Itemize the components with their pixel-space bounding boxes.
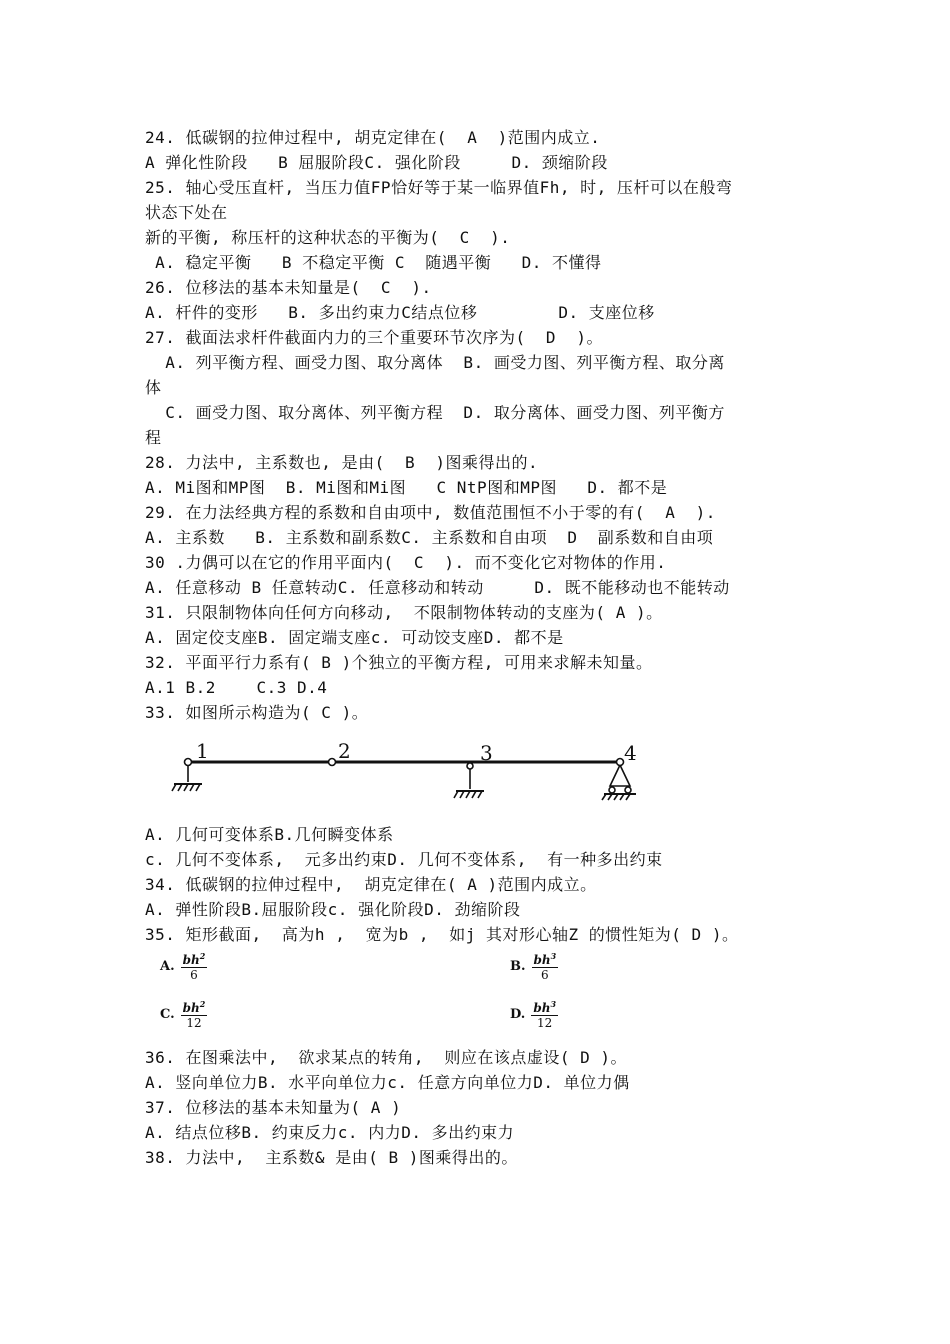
q25-options: A. 稳定平衡 B 不稳定平衡 C 随遇平衡 D. 不懂得 — [145, 253, 602, 272]
node-label-4: 4 — [624, 741, 637, 765]
q30-options: A. 任意移动 B 任意转动C. 任意移动和转动 D. 既不能移动也不能转动 — [145, 578, 730, 597]
q34-options: A. 弹性阶段B.屈服阶段c. 强化阶段D. 劲缩阶段 — [145, 900, 521, 919]
q26-text: 26. 位移法的基本未知量是( C ). — [145, 278, 432, 297]
beam-structure-figure — [160, 736, 660, 806]
q27-options-line3: C. 画受力图、取分离体、列平衡方程 D. 取分离体、画受力图、列平衡方 — [145, 403, 725, 422]
q28-options: A. Mi图和MP图 B. Mi图和Mi图 C NtP图和MP图 D. 都不是 — [145, 478, 668, 497]
q24-options: A 弹化性阶段 B 屈服阶段C. 强化阶段 D. 颈缩阶段 — [145, 153, 608, 172]
q38-text: 38. 力法中, 主系数& 是由( B )图乘得出的。 — [145, 1148, 518, 1167]
q26-options: A. 杆件的变形 B. 多出约束力C结点位移 D. 支座位移 — [145, 303, 655, 322]
formula-option-b: B. $\frac{bh^3}{6}$ — [510, 951, 557, 982]
q25-text-line2: 状态下处在 — [145, 203, 228, 222]
q36-text: 36. 在图乘法中, 欲求某点的转角, 则应在该点虚设( D )。 — [145, 1048, 627, 1067]
q25-text-line1: 25. 轴心受压直杆, 当压力值FP恰好等于某一临界值Fh, 时, 压杆可以在般弯 — [145, 178, 733, 197]
q37-options: A. 结点位移B. 约束反力c. 内力D. 多出约束力 — [145, 1123, 515, 1142]
q27-options-line1: A. 列平衡方程、画受力图、取分离体 B. 画受力图、列平衡方程、取分离 — [145, 353, 725, 372]
q31-options: A. 固定佼支座B. 固定端支座c. 可动饺支座D. 都不是 — [145, 628, 564, 647]
q29-text: 29. 在力法经典方程的系数和自由项中, 数值范围恒不小于零的有( A ). — [145, 503, 716, 522]
hinge-2-icon — [329, 759, 336, 766]
q35-text: 35. 矩形截面, 高为h , 宽为b , 如j 其对形心轴Z 的惯性矩为( D )。 — [145, 925, 739, 944]
support-3-icon — [454, 762, 484, 798]
q36-options: A. 竖向单位力B. 水平向单位力c. 任意方向单位力D. 单位力偶 — [145, 1073, 630, 1092]
q31-text: 31. 只限制物体向任何方向移动, 不限制物体转动的支座为( A )。 — [145, 603, 663, 622]
formula-option-a: A. $\frac{bh^2}{6}$ — [160, 951, 206, 982]
q24-text: 24. 低碳钢的拉伸过程中, 胡克定律在( A )范围内成立. — [145, 128, 601, 147]
q32-options: A.1 B.2 C.3 D.4 — [145, 678, 328, 697]
q29-options: A. 主系数 B. 主系数和副系数C. 主系数和自由项 D 副系数和自由项 — [145, 528, 714, 547]
node-label-2: 2 — [338, 739, 351, 763]
q33-options-line1: A. 几何可变体系B.几何瞬变体系 — [145, 825, 394, 844]
formula-option-c: C. $\frac{bh^2}{12}$ — [160, 999, 206, 1030]
q32-text: 32. 平面平行力系有( B )个独立的平衡方程, 可用来求解未知量。 — [145, 653, 653, 672]
q25-text-line3: 新的平衡, 称压杆的这种状态的平衡为( C ). — [145, 228, 511, 247]
node-label-1: 1 — [196, 739, 209, 763]
q30-text: 30 .力偶可以在它的作用平面内( C ). 而不变化它对物体的作用. — [145, 553, 667, 572]
q37-text: 37. 位移法的基本未知量为( A ) — [145, 1098, 402, 1117]
q34-text: 34. 低碳钢的拉伸过程中, 胡克定律在( A )范围内成立。 — [145, 875, 597, 894]
q33-text: 33. 如图所示构造为( C )。 — [145, 703, 369, 722]
q27-options-line2: 体 — [145, 378, 162, 397]
q28-text: 28. 力法中, 主系数也, 是由( B )图乘得出的. — [145, 453, 539, 472]
q27-options-line4: 程 — [145, 428, 162, 447]
formula-option-d: D. $\frac{bh^3}{12}$ — [510, 999, 557, 1030]
q33-options-line2: c. 几何不变体系, 元多出约束D. 几何不变体系, 有一种多出约束 — [145, 850, 663, 869]
node-label-3: 3 — [480, 741, 493, 765]
q27-text: 27. 截面法求杆件截面内力的三个重要环节次序为( D )。 — [145, 328, 603, 347]
